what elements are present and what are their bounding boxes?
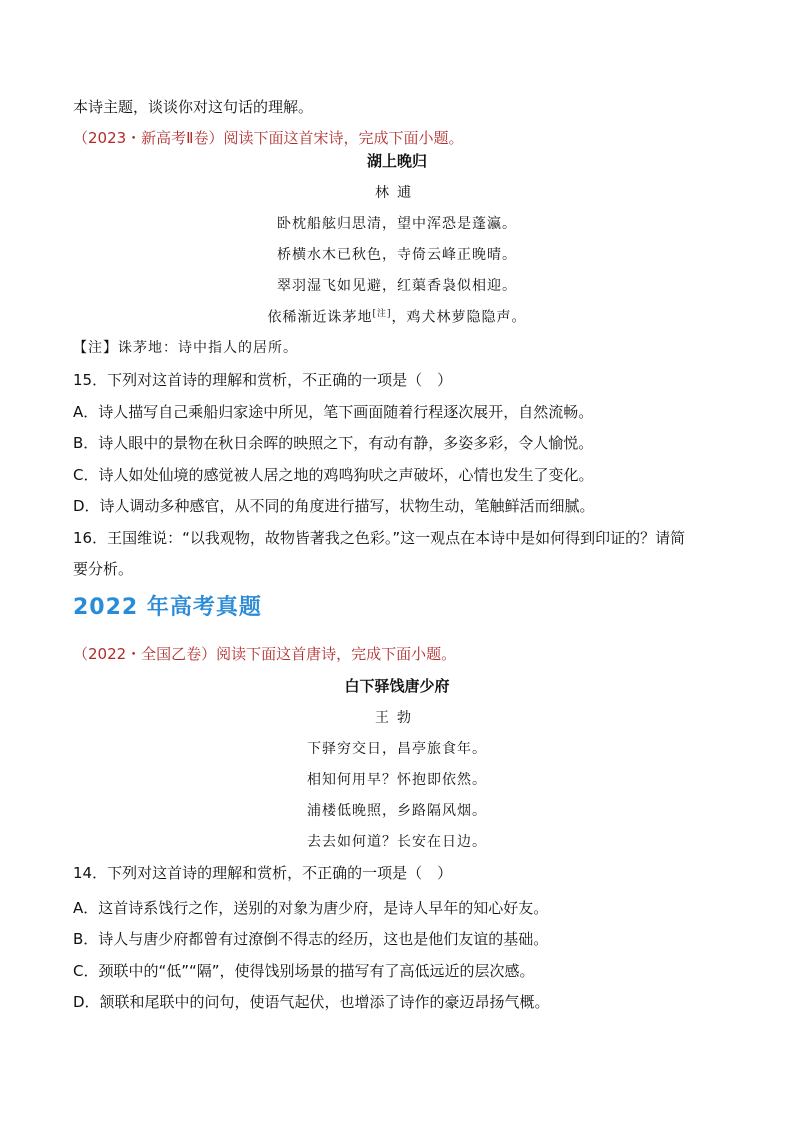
option-b: B．诗人与唐少府都曾有过潦倒不得志的经历，这也是他们友谊的基础。 bbox=[73, 930, 549, 948]
poem-author: 林逋 bbox=[375, 185, 419, 201]
option-a: A．诗人描写自己乘船归家途中所见，笔下画面随着行程逐次展开，自然流畅。 bbox=[73, 403, 594, 421]
poem-line-part: ，鸡犬林萝隐隐声。 bbox=[391, 309, 527, 326]
section-banner: 2022 年高考真题 bbox=[73, 595, 262, 620]
question-16-cont: 要分析。 bbox=[73, 560, 134, 578]
question-16: 16．王国维说：“以我观物，故物皆著我之色彩。”这一观点在本诗中是如何得到印证的？请简 bbox=[73, 529, 686, 547]
poem-line: 下驿穷交日，昌亭旅食年。 bbox=[307, 741, 487, 757]
poem-line: 相知何用早？怀抱即依然。 bbox=[307, 772, 487, 788]
poem-note: 【注】诛茅地：诗中指人的居所。 bbox=[73, 340, 298, 356]
question-source: （2022・全国乙卷）阅读下面这首唐诗，完成下面小题。 bbox=[73, 645, 457, 663]
question-14: 14．下列对这首诗的理解和赏析，不正确的一项是（ ） bbox=[73, 864, 453, 882]
poem-line: 翠羽湿飞如见避，红蕖香袅似相迎。 bbox=[277, 278, 517, 294]
question-15: 15．下列对这首诗的理解和赏析，不正确的一项是（ ） bbox=[73, 371, 453, 389]
poem-line: 桥横水木已秋色，寺倚云峰正晚晴。 bbox=[277, 247, 517, 263]
poem-line: 卧枕船舷归思清，望中浑恐是蓬瀛。 bbox=[277, 216, 517, 232]
poem-line bbox=[0, 306, 794, 327]
poem-line: 去去如何道？长安在日边。 bbox=[307, 834, 487, 850]
poem-author: 王勃 bbox=[375, 710, 419, 726]
option-c: C．诗人如处仙境的感觉被人居之地的鸡鸣狗吠之声破坏，心情也发生了变化。 bbox=[73, 466, 594, 484]
footnote-marker: [注] bbox=[372, 309, 392, 319]
question-source: （2023・新高考Ⅱ卷）阅读下面这首宋诗，完成下面小题。 bbox=[73, 129, 464, 147]
option-d: D．诗人调动多种感官，从不同的角度进行描写，状物生动，笔触鲜活而细腻。 bbox=[73, 497, 595, 515]
option-c: C．颈联中的“低”“隔”，使得饯别场景的描写有了高低远近的层次感。 bbox=[73, 962, 535, 980]
poem-line: 浦楼低晚照，乡路隔风烟。 bbox=[307, 803, 487, 819]
poem-line-part: 依稀渐近诛茅地 bbox=[267, 309, 373, 326]
poem-title: 湖上晚归 bbox=[366, 152, 427, 170]
option-b: B．诗人眼中的景物在秋日余晖的映照之下，有动有静，多姿多彩，令人愉悦。 bbox=[73, 434, 594, 452]
option-a: A．这首诗系饯行之作，送别的对象为唐少府，是诗人早年的知心好友。 bbox=[73, 899, 549, 917]
poem-title: 白下驿饯唐少府 bbox=[344, 677, 450, 695]
intro-line: 本诗主题，谈谈你对这句话的理解。 bbox=[73, 98, 314, 116]
option-d: D．颔联和尾联中的问句，使语气起伏，也增添了诗作的豪迈昂扬气概。 bbox=[73, 993, 550, 1011]
